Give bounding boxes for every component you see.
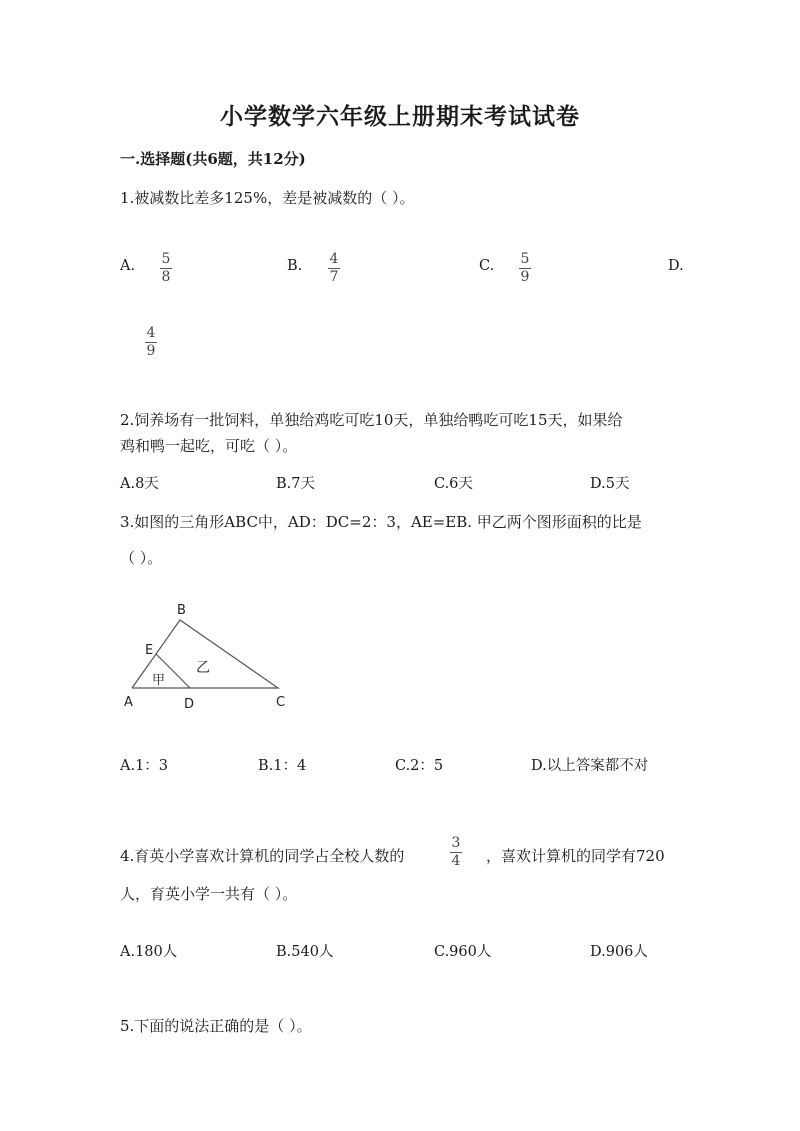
question-3-line-1: 3.如图的三角形ABC中，AD：DC=2：3，AE=EB. 甲乙两个图形面积的比是 [120, 513, 642, 531]
fraction-numerator: 5 [520, 251, 530, 267]
fraction-numerator: 4 [329, 251, 339, 267]
vertex-c-label: C [276, 695, 286, 710]
fraction-numerator: 5 [161, 251, 171, 267]
vertex-a-label: A [124, 695, 133, 710]
q1-option-a-label: A. [120, 258, 136, 274]
q4-option-a: A.180人 [120, 944, 178, 960]
q4-fraction [450, 836, 462, 869]
question-5-text: 5.下面的说法正确的是（ ）。 [120, 1017, 312, 1035]
q3-option-a: A.1：3 [120, 758, 169, 774]
q1-option-d-fraction [145, 326, 157, 359]
q1-option-b-fraction [328, 252, 340, 285]
fraction-denominator: 9 [146, 343, 156, 359]
question-2-line-2: 鸡和鸭一起吃，可吃（ ）。 [120, 437, 298, 455]
q3-option-d: D.以上答案都不对 [531, 758, 649, 774]
q2-option-d: D.5天 [590, 476, 630, 492]
q4-option-c: C.960人 [434, 944, 492, 960]
vertex-e-label: E [145, 643, 154, 658]
q2-option-b: B.7天 [276, 476, 315, 492]
q2-option-a: A.8天 [120, 476, 159, 492]
q1-option-b-label: B. [287, 258, 303, 274]
q1-option-a-fraction [160, 252, 172, 285]
question-2-line-1: 2.饲养场有一批饲料，单独给鸡吃可吃10天，单独给鸭吃可吃15天，如果给 [120, 411, 623, 429]
region-jia-label: 甲 [152, 673, 166, 688]
fraction-denominator: 7 [329, 269, 339, 285]
fraction-numerator: 4 [146, 325, 156, 341]
section-heading: 一.选择题(共6题，共12分) [120, 150, 306, 168]
vertex-b-label: B [177, 603, 186, 618]
q1-option-c-fraction [519, 252, 531, 285]
q2-option-c: C.6天 [434, 476, 473, 492]
q4-option-d: D.906人 [590, 944, 648, 960]
vertex-d-label: D [184, 697, 195, 712]
fraction-numerator: 3 [451, 835, 461, 851]
fraction-denominator: 9 [520, 269, 530, 285]
fraction-denominator: 8 [161, 269, 171, 285]
region-yi-label: 乙 [196, 660, 210, 676]
q3-option-c: C.2：5 [395, 758, 444, 774]
q1-option-d-label: D. [668, 258, 684, 274]
question-3-line-2: （ ）。 [120, 549, 163, 567]
question-1-text: 1.被减数比差多125%，差是被减数的（ ）。 [120, 189, 415, 207]
q4-option-b: B.540人 [276, 944, 334, 960]
page-title: 小学数学六年级上册期末考试试卷 [220, 103, 580, 130]
triangle-figure [116, 596, 296, 716]
question-4-line-2: 人，育英小学一共有（ ）。 [120, 885, 298, 903]
question-4-text-before: 4.育英小学喜欢计算机的同学占全校人数的 [120, 847, 405, 865]
question-4-text-after: ，喜欢计算机的同学有720 [486, 847, 665, 865]
q1-option-c-label: C. [479, 258, 495, 274]
fraction-denominator: 4 [451, 853, 461, 869]
q3-option-b: B.1：4 [258, 758, 307, 774]
